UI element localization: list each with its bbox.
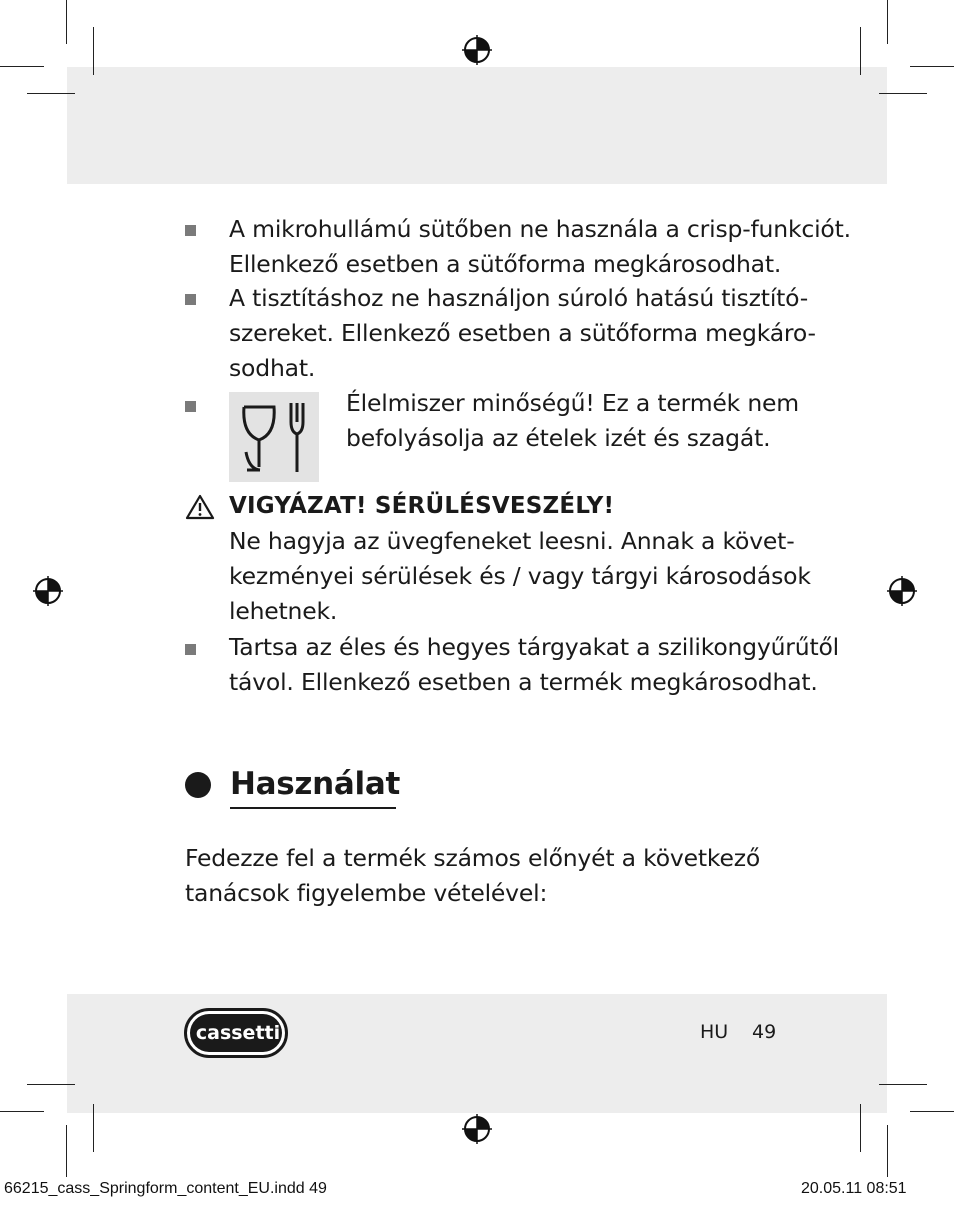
bullet-text [229, 281, 816, 386]
text-line: távol. Ellenkező esetben a termék megkárosodhat. [229, 668, 818, 696]
warning-block [229, 489, 811, 629]
food-safe-glass-fork-icon [229, 392, 319, 482]
warning-triangle-icon [185, 494, 215, 520]
section-title: Használat [230, 766, 401, 802]
section-intro [185, 841, 760, 911]
text-line: A tisztításhoz ne használjon súroló hatású tisztító- [229, 284, 809, 312]
bullet-square [185, 294, 196, 305]
bullet-text [346, 386, 799, 456]
food-safe-icon-box [229, 392, 319, 482]
bullet-square [185, 644, 196, 655]
text-line: Ne hagyja az üvegfeneket leesni. Annak a követ- [229, 527, 795, 555]
language-code: HU [700, 1021, 729, 1043]
text-line: A mikrohullámú sütőben ne használa a crisp-funkciót. [229, 215, 851, 243]
page-number: 49 [752, 1021, 777, 1043]
warning-title: VIGYÁZAT! SÉRÜLÉSVESZÉLY! [229, 493, 615, 519]
cassetti-logo [184, 1008, 288, 1058]
section-title-underline [230, 807, 396, 809]
text-line: sodhat. [229, 354, 316, 382]
registration-mark-left-icon [33, 576, 63, 606]
registration-mark-top-icon [462, 35, 492, 65]
text-line: Tartsa az éles és hegyes tárgyakat a szilikongyűrűtől [229, 633, 839, 661]
text-line: lehetnek. [229, 597, 338, 625]
bullet-square [185, 401, 196, 412]
bullet-text [229, 630, 839, 700]
section-bullet-dot [185, 772, 211, 798]
text-line: Fedezze fel a termék számos előnyét a következő [185, 844, 761, 872]
header-band [67, 67, 887, 184]
text-line: befolyásolja az ételek izét és szagát. [346, 424, 771, 452]
print-slug-file: 66215_cass_Springform_content_EU.indd 49 [4, 1180, 327, 1197]
print-slug-datetime: 20.05.11 08:51 [801, 1180, 907, 1197]
text-line: szereket. Ellenkező esetben a sütőforma megkáro- [229, 319, 816, 347]
bullet-text [229, 212, 851, 282]
registration-mark-right-icon [887, 576, 917, 606]
text-line: Élelmiszer minőségű! Ez a termék nem [346, 389, 799, 417]
text-line: kezményei sérülések és / vagy tárgyi károsodások [229, 562, 811, 590]
logo-text: cassetti [195, 1022, 281, 1044]
bullet-square [185, 225, 196, 236]
text-line: Ellenkező esetben a sütőforma megkárosodhat. [229, 250, 782, 278]
text-line: tanácsok figyelembe vételével: [185, 879, 548, 907]
registration-mark-bottom-icon [462, 1114, 492, 1144]
